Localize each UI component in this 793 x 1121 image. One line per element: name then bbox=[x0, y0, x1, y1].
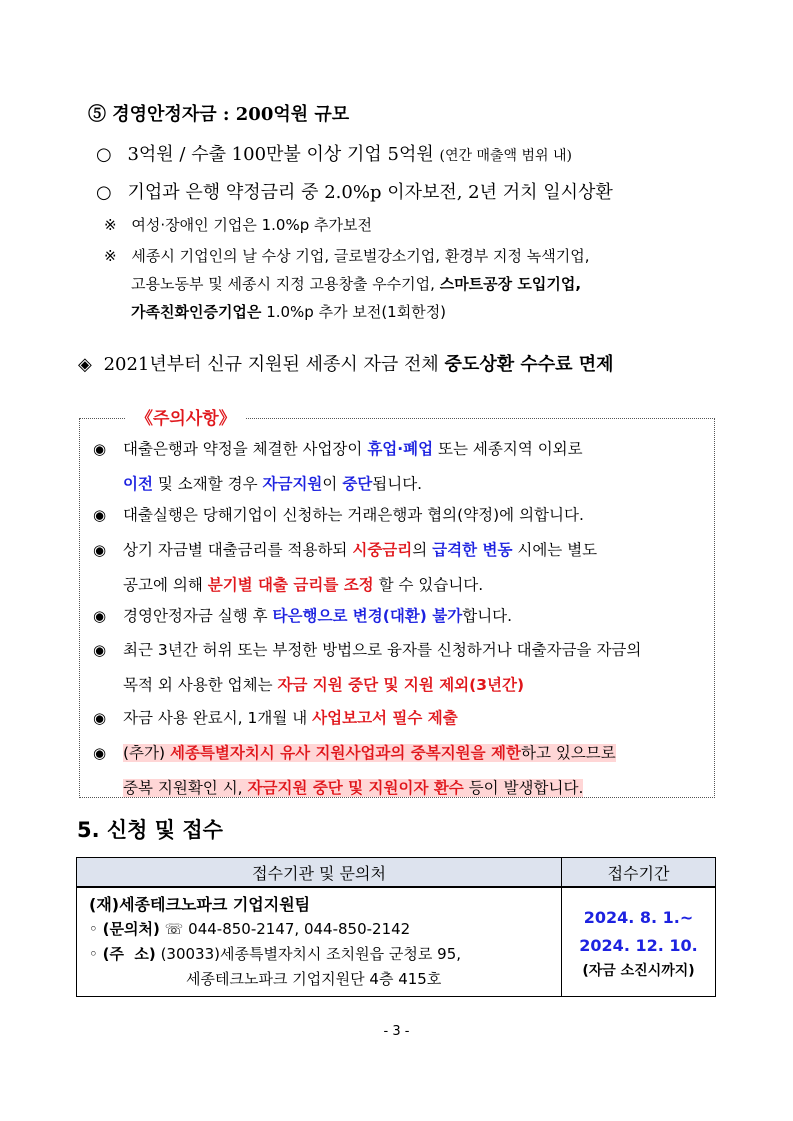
fisheye-bullet: ◉ bbox=[93, 506, 107, 524]
fund-item-amount: ○ 3억원 / 수출 100만불 이상 기업 5억원 (연간 매출액 범위 내) bbox=[96, 144, 572, 165]
fund-item-interest: ○ 기업과 은행 약정금리 중 2.0%p 이자보전, 2년 거치 일시상환 bbox=[96, 182, 613, 203]
fund-heading: ⑤ 경영안정자금 : 200억원 규모 bbox=[88, 104, 350, 125]
fund-note-companies-line2: 고용노동부 및 세종시 지정 고용창출 우수기업, 스마트공장 도입기업, bbox=[131, 275, 582, 293]
period-end: 2024. 12. 10. bbox=[579, 936, 698, 955]
table-header-period: 접수기간 bbox=[562, 858, 716, 888]
phone-icon: ☏ bbox=[164, 920, 184, 938]
fisheye-bullet: ◉ bbox=[93, 641, 107, 659]
page-number: - 3 - bbox=[383, 1024, 410, 1039]
note-mark: ※ bbox=[104, 247, 117, 265]
fisheye-bullet: ◉ bbox=[93, 440, 107, 458]
fund-note-companies-line3: 가족친화인증기업은 1.0%p 추가 보전(1회한정) bbox=[131, 303, 447, 321]
fisheye-bullet: ◉ bbox=[93, 607, 107, 625]
address-line: ◦ (주 소) (30033)세종특별자치시 조치원읍 군청로 95, bbox=[89, 945, 462, 963]
caution-item-report: ◉ 자금 사용 완료시, 1개월 내 사업보고서 필수 제출 bbox=[93, 701, 458, 736]
table-header-org: 접수기관 및 문의처 bbox=[77, 858, 562, 888]
fund-note-women: ※ 여성·장애인 기업은 1.0%p 추가보전 bbox=[104, 216, 372, 234]
org-name: (재)세종테크노파크 기업지원팀 bbox=[89, 895, 311, 914]
contact-line: ◦ (문의처) ☏ 044-850-2147, 044-850-2142 bbox=[89, 920, 411, 938]
circle-bullet: ○ bbox=[96, 182, 112, 203]
note-mark: ※ bbox=[104, 216, 117, 234]
fund-note-companies: ※ 세종시 기업인의 날 수상 기업, 글로벌강소기업, 환경부 지정 녹색기업, bbox=[104, 247, 590, 265]
caution-item-interest-rate: ◉ 상기 자금별 대출금리를 적용하되 시중금리의 급격한 변동 시에는 별도 공고에 의해 분기별 대출 금리를 조정 할 수 있습니다. bbox=[93, 533, 597, 603]
section-title-application: 5. 신청 및 접수 bbox=[77, 818, 223, 842]
caution-item-closure: ◉ 대출은행과 약정을 체결한 사업장이 휴업·폐업 또는 세종지역 이외로 이전 및 소재할 경우 자금지원이 중단됩니다. bbox=[93, 432, 583, 502]
fisheye-bullet: ◉ bbox=[93, 541, 107, 559]
period-start: 2024. 8. 1.~ bbox=[583, 908, 694, 927]
address-line-2: 세종테크노파크 기업지원단 4층 415호 bbox=[186, 970, 442, 988]
prepayment-fee-exemption: ◈ 2021년부터 신규 지원된 세종시 자금 전체 중도상환 수수료 면제 bbox=[78, 354, 614, 375]
caution-item-duplicate: ◉ (추가) 세종특별자치시 유사 지원사업과의 중복지원을 제한하고 있으므로 중복 지원확인 시, 자금지원 중단 및 지원이자 환수 등이 발생합니다. bbox=[93, 736, 616, 806]
fisheye-bullet: ◉ bbox=[93, 744, 107, 762]
application-table bbox=[76, 857, 716, 997]
diamond-bullet: ◈ bbox=[78, 354, 92, 375]
fisheye-bullet: ◉ bbox=[93, 709, 107, 727]
period-note: (자금 소진시까지) bbox=[582, 963, 695, 979]
caution-item-loan-execution: ◉ 대출실행은 당해기업이 신청하는 거래은행과 협의(약정)에 의합니다. bbox=[93, 498, 584, 533]
circle-bullet: ○ bbox=[96, 144, 112, 165]
caution-title: 《주의사항》 bbox=[126, 404, 246, 429]
caution-item-fraud: ◉ 최근 3년간 허위 또는 부정한 방법으로 융자를 신청하거나 대출자금을 자금의 목적 외 사용한 업체는 자금 지원 중단 및 지원 제외(3년간) bbox=[93, 633, 641, 703]
caution-item-refinance: ◉ 경영안정자금 실행 후 타은행으로 변경(대환) 불가합니다. bbox=[93, 599, 512, 634]
table-cell-org bbox=[77, 887, 562, 997]
table-cell-period bbox=[562, 887, 716, 997]
